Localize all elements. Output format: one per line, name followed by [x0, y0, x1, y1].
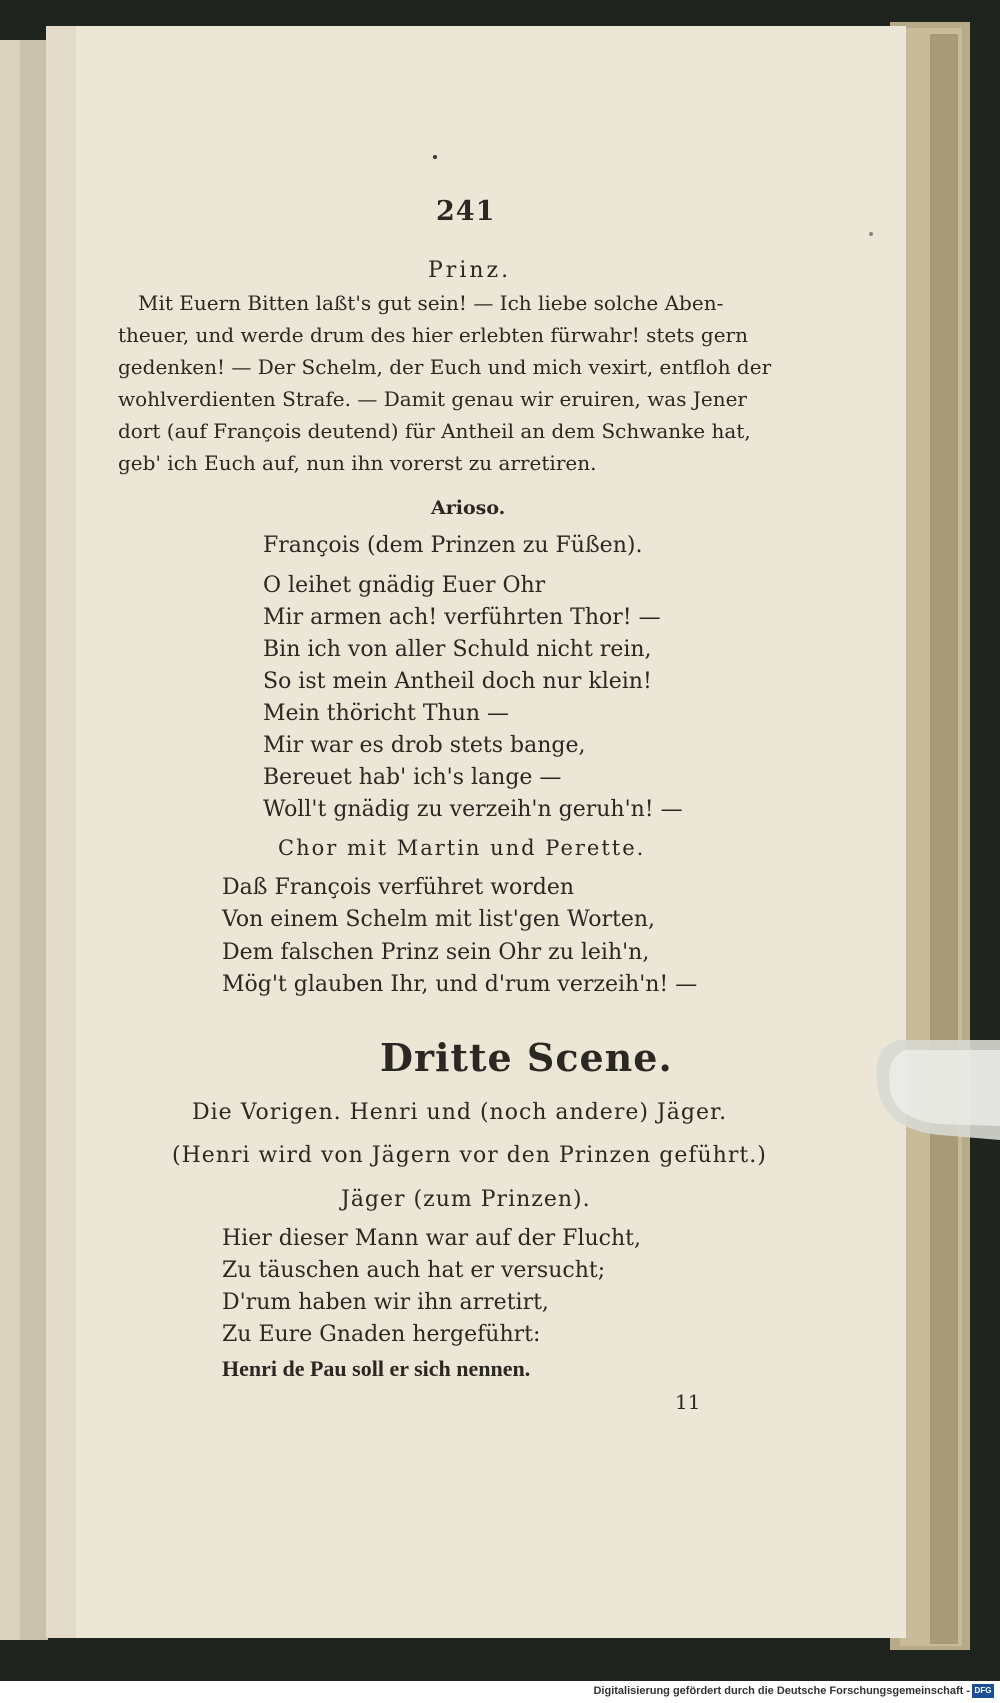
- verse-line: Henri de Pau soll er sich nennen.: [222, 1356, 531, 1381]
- prose-line: theuer, und werde drum des hier erlebten fürwahr! stets gern: [118, 323, 748, 347]
- verse-line: Mög't glauben Ihr, und d'rum verzeih'n! —: [222, 972, 698, 997]
- speaker-francois: François (dem Prinzen zu Füßen).: [263, 533, 643, 558]
- prose-line: Mit Euern Bitten laßt's gut sein! — Ich liebe solche Aben-: [138, 291, 724, 315]
- verse-line: Bereuet hab' ich's lange —: [263, 765, 562, 790]
- stage-direction: (Henri wird von Jägern vor den Prinzen geführt.): [172, 1143, 767, 1168]
- prose-line: geb' ich Euch auf, nun ihn vorerst zu arretiren.: [118, 451, 597, 475]
- scene-cast: Die Vorigen. Henri und (noch andere) Jäger.: [192, 1100, 728, 1125]
- verse-line: Zu Eure Gnaden hergeführt:: [222, 1322, 541, 1347]
- page-number: 241: [436, 196, 496, 227]
- printer-signature: 11: [675, 1390, 701, 1414]
- footer-credit: Digitalisierung gefördert durch die Deutsche Forschungsgemeinschaft -: [593, 1685, 970, 1697]
- verse-line: Daß François verführet worden: [222, 875, 575, 900]
- prose-line: gedenken! — Der Schelm, der Euch und mich vexirt, entfloh der: [118, 355, 772, 379]
- scene-title: Dritte Scene.: [380, 1035, 673, 1080]
- verse-line: O leihet gnädig Euer Ohr: [263, 573, 546, 598]
- section-heading-arioso: Arioso.: [431, 497, 506, 519]
- verse-line: Mir armen ach! verführten Thor! —: [263, 605, 661, 630]
- verse-line: So ist mein Antheil doch nur klein!: [263, 669, 652, 694]
- verse-line: Zu täuschen auch hat er versucht;: [222, 1258, 606, 1283]
- verse-line: Woll't gnädig zu verzeih'n geruh'n! —: [263, 797, 683, 822]
- verse-line: Bin ich von aller Schuld nicht rein,: [263, 637, 652, 662]
- speaker-jaeger: Jäger (zum Prinzen).: [341, 1187, 591, 1212]
- prose-line: wohlverdienten Strafe. — Damit genau wir eruiren, was Jener: [118, 387, 747, 411]
- speaker-chorus: Chor mit Martin und Perette.: [278, 836, 646, 860]
- verse-line: D'rum haben wir ihn arretirt,: [222, 1290, 549, 1315]
- verse-line: Mein thöricht Thun —: [263, 701, 510, 726]
- verse-line: Hier dieser Mann war auf der Flucht,: [222, 1226, 641, 1251]
- dfg-logo: DFG: [972, 1684, 994, 1698]
- speaker-prinz: Prinz.: [428, 258, 512, 283]
- prose-line: dort (auf François deutend) für Antheil an dem Schwanke hat,: [118, 419, 751, 443]
- verse-line: Dem falschen Prinz sein Ohr zu leih'n,: [222, 940, 650, 965]
- verse-line: Mir war es drob stets bange,: [263, 733, 586, 758]
- verse-line: Von einem Schelm mit list'gen Worten,: [222, 907, 655, 932]
